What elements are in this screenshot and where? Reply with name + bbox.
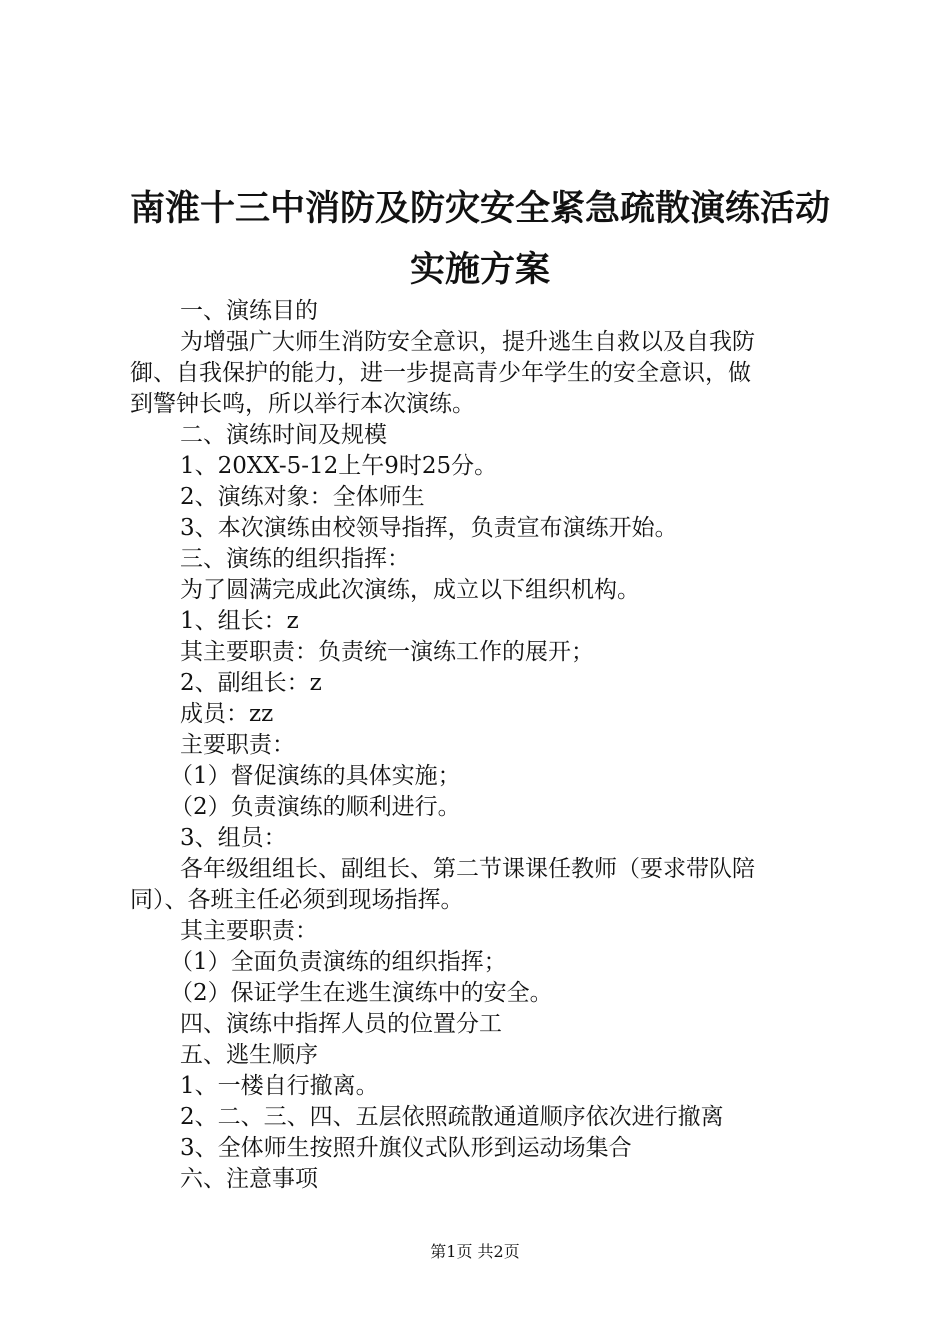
heading-time-scale: 二、演练时间及规模 <box>180 422 387 448</box>
heading-purpose: 一、演练目的 <box>180 298 318 324</box>
paragraph-line: 成员：zz <box>180 701 274 727</box>
paragraph-line: 到警钟长鸣，所以举行本次演练。 <box>130 391 475 417</box>
paragraph-line: 为了圆满完成此次演练，成立以下组织机构。 <box>180 577 640 603</box>
list-item: （2）保证学生在逃生演练中的安全。 <box>170 980 553 1006</box>
list-item: 3、本次演练由校领导指挥，负责宣布演练开始。 <box>180 515 678 541</box>
paragraph-line: 同）、各班主任必须到现场指挥。 <box>130 887 464 913</box>
document-title-line-1: 南淮十三中消防及防灾安全紧急疏散演练活动 <box>129 188 830 229</box>
paragraph-line: 各年级组组长、副组长、第二节课课任教师（要求带队陪 <box>180 856 755 882</box>
document-title-line-2: 实施方案 <box>409 249 550 290</box>
paragraph-line: 其主要职责：负责统一演练工作的展开； <box>180 639 594 665</box>
page-footer: 第1页 共2页 <box>430 1242 520 1261</box>
paragraph-line: 御、自我保护的能力，进一步提高青少年学生的安全意识，做 <box>130 360 751 386</box>
list-item: （1）全面负责演练的组织指挥； <box>170 949 507 975</box>
list-item: 1、一楼自行撤离。 <box>180 1073 379 1099</box>
heading-organization: 三、演练的组织指挥： <box>180 546 410 572</box>
paragraph-line: 为增强广大师生消防安全意识，提升逃生自救以及自我防 <box>180 329 755 355</box>
list-item: 3、全体师生按照升旗仪式队形到运动场集合 <box>180 1135 632 1161</box>
list-item: （2）负责演练的顺利进行。 <box>170 794 461 820</box>
list-item: 3、组员： <box>180 825 287 851</box>
list-item: 1、20XX-5-12上午9时25分。 <box>180 453 498 479</box>
list-item: （1）督促演练的具体实施； <box>170 763 461 789</box>
list-item: 2、二、三、四、五层依照疏散通道顺序依次进行撤离 <box>180 1104 724 1130</box>
heading-escape-order: 五、逃生顺序 <box>180 1042 318 1068</box>
list-item: 2、演练对象：全体师生 <box>180 484 425 510</box>
heading-notes: 六、注意事项 <box>180 1166 318 1192</box>
list-item: 2、副组长：z <box>180 670 322 696</box>
paragraph-line: 主要职责： <box>180 732 295 758</box>
paragraph-line: 其主要职责： <box>180 918 318 944</box>
heading-positions: 四、演练中指挥人员的位置分工 <box>180 1011 502 1037</box>
list-item: 1、组长：z <box>180 608 299 634</box>
